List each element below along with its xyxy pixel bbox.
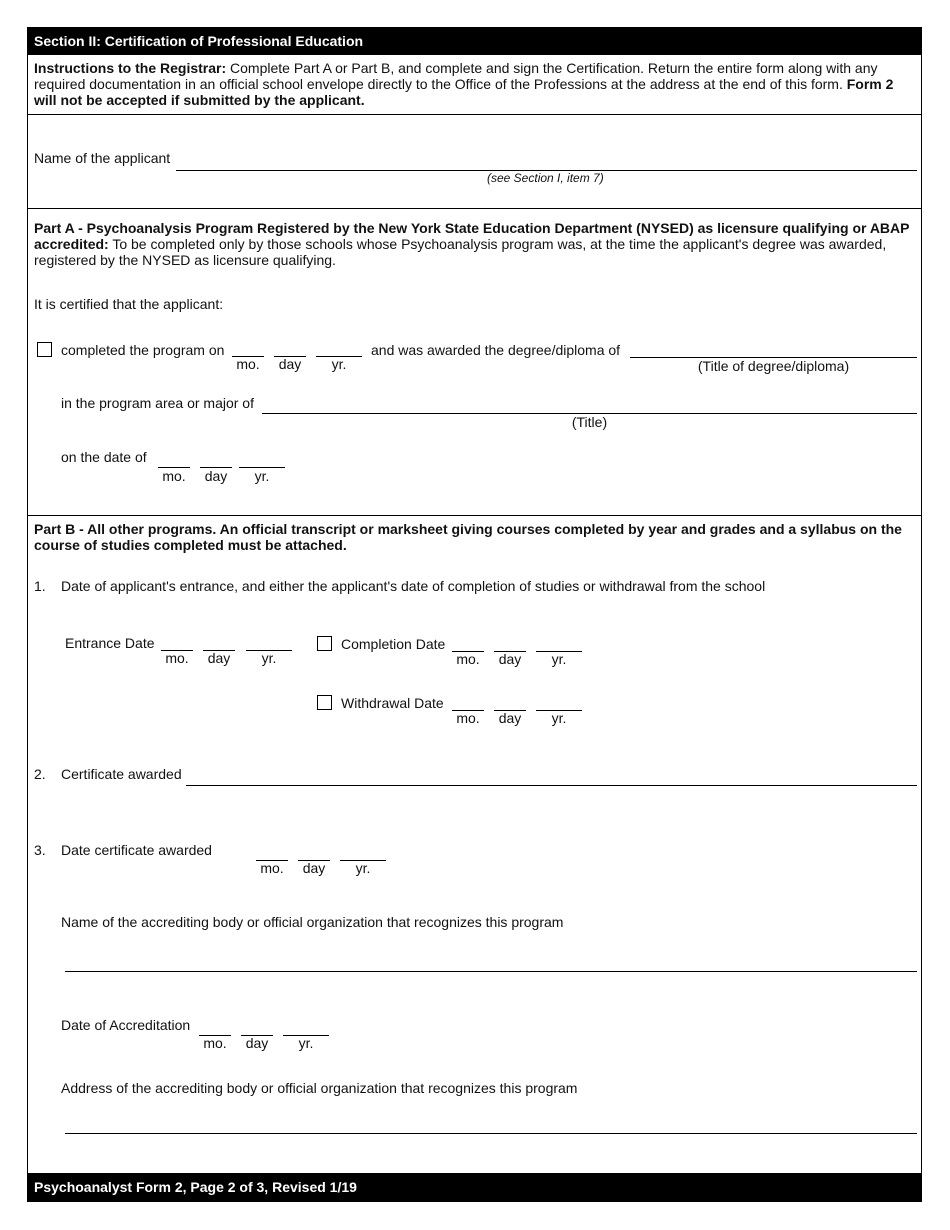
date-caption-day: day — [498, 651, 522, 667]
date-caption-yr: yr. — [551, 710, 567, 726]
major-title-caption: (Title) — [571, 414, 608, 430]
accrediting-name-label: Name of the accrediting body or official organization that recognizes this program — [61, 914, 564, 930]
withdrawal-checkbox[interactable] — [317, 695, 332, 710]
date-caption-yr: yr. — [261, 650, 277, 666]
date-caption-yr: yr. — [551, 651, 567, 667]
divider — [28, 208, 921, 209]
date-caption-day: day — [204, 468, 228, 484]
date-caption-yr: yr. — [254, 468, 270, 484]
withdrawal-date-label: Withdrawal Date — [341, 695, 444, 711]
part-b-heading: Part B - All other programs. An official transcript or marksheet giving courses completed by year and grades and a syllabus on the course of studies completed must be attached. — [34, 521, 902, 553]
divider — [28, 515, 921, 516]
completion-checkbox[interactable] — [317, 636, 332, 651]
degree-title-caption: (Title of degree/diploma) — [697, 358, 850, 374]
item-3-number: 3. — [34, 842, 46, 858]
item-3-text: Date certificate awarded — [61, 842, 212, 858]
item-2-number: 2. — [34, 766, 46, 782]
part-a-heading: Part A - Psychoanalysis Program Registered by the New York State Education Department (NYSED) as licensure qualifying or ABAP accredited: — [34, 220, 910, 252]
instructions — [34, 60, 914, 108]
date-caption-day: day — [207, 650, 231, 666]
form-footer: Psychoanalyst Form 2, Page 2 of 3, Revised 1/19 — [28, 1173, 921, 1201]
part-a-intro — [34, 220, 914, 268]
date-caption-mo: mo. — [162, 468, 186, 484]
applicant-name-hint: (see Section I, item 7) — [487, 171, 604, 185]
date-caption-day: day — [278, 356, 302, 372]
date-caption-day: day — [245, 1035, 269, 1051]
date-caption-mo: mo. — [456, 651, 480, 667]
date-caption-yr: yr. — [355, 860, 371, 876]
accrediting-address-label: Address of the accrediting body or official organization that recognizes this program — [61, 1080, 578, 1096]
date-caption-mo: mo. — [203, 1035, 227, 1051]
certificate-awarded-field[interactable] — [186, 785, 917, 786]
date-caption-mo: mo. — [236, 356, 260, 372]
entrance-date-label: Entrance Date — [65, 635, 155, 651]
date-caption-mo: mo. — [165, 650, 189, 666]
accrediting-name-field[interactable] — [65, 971, 917, 972]
date-caption-yr: yr. — [298, 1035, 314, 1051]
part-a-checkbox[interactable] — [37, 342, 52, 357]
date-caption-day: day — [498, 710, 522, 726]
instructions-warning: Form 2 will not be accepted if submitted by the applicant. — [34, 76, 894, 108]
accrediting-address-field[interactable] — [65, 1133, 917, 1134]
date-caption-mo: mo. — [456, 710, 480, 726]
section-header: Section II: Certification of Professional Education — [28, 27, 921, 55]
accreditation-date-label: Date of Accreditation — [61, 1017, 191, 1033]
date-of-label: on the date of — [61, 449, 147, 465]
divider — [28, 114, 921, 115]
awarded-degree-label: and was awarded the degree/diploma of — [371, 342, 621, 358]
major-label: in the program area or major of — [61, 395, 254, 411]
completion-date-label: Completion Date — [341, 636, 446, 652]
date-caption-yr: yr. — [331, 356, 347, 372]
item-1-text: Date of applicant's entrance, and either the applicant's date of completion of studies or withdrawal from the school — [61, 578, 766, 594]
completed-program-label: completed the program on — [61, 342, 225, 358]
instructions-body: Complete Part A or Part B, and complete and sign the Certification. Return the entire form along with any required documentation in an official school envelope directly to the Office of the Professions at the address at the end of this form. — [34, 60, 878, 92]
date-caption-day: day — [302, 860, 326, 876]
date-caption-mo: mo. — [260, 860, 284, 876]
item-1-number: 1. — [34, 578, 46, 594]
part-a-description: To be completed only by those schools whose Psychoanalysis program was, at the time the applicant's degree was awarded, registered by the NYSED as licensure qualifying. — [34, 236, 887, 268]
applicant-name-label: Name of the applicant — [34, 150, 171, 166]
item-2-text: Certificate awarded — [61, 766, 182, 782]
certified-statement: It is certified that the applicant: — [34, 296, 224, 312]
instructions-lead: Instructions to the Registrar: — [34, 60, 227, 76]
